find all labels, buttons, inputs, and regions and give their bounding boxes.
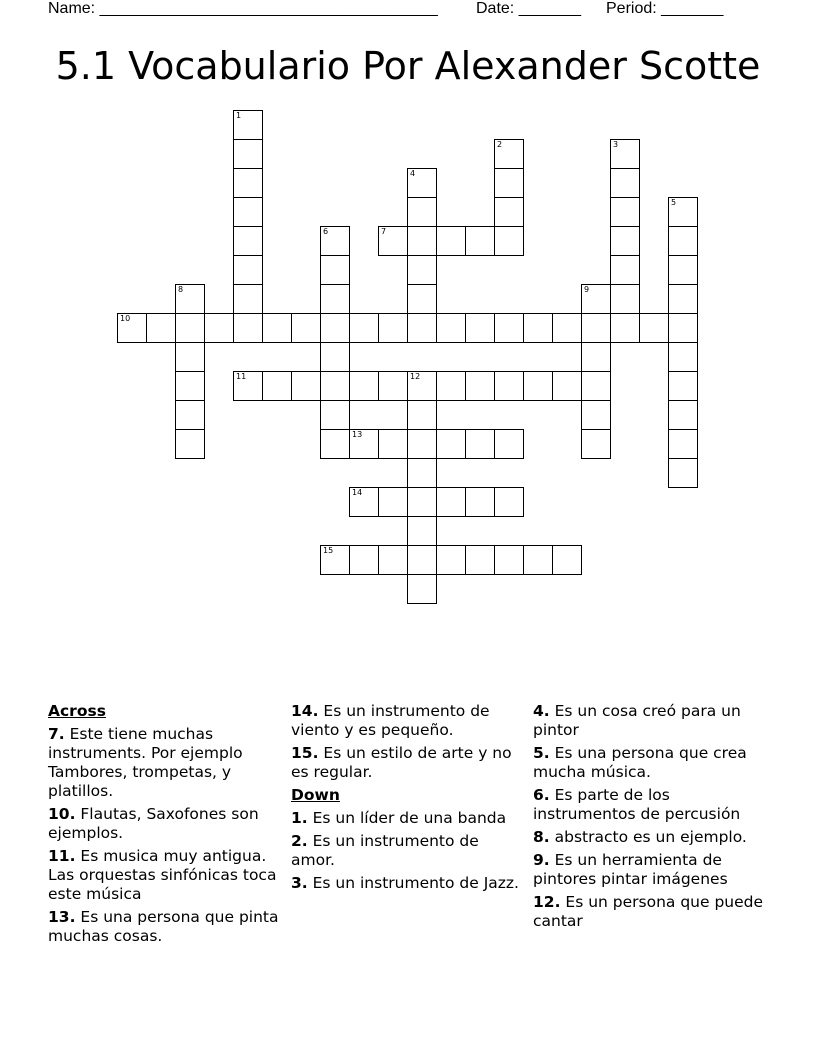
crossword-cell[interactable]	[320, 342, 350, 372]
clue-item-number: 13.	[48, 908, 76, 926]
clue-item	[533, 893, 769, 931]
crossword-cell[interactable]	[581, 284, 611, 314]
crossword-cell[interactable]	[581, 371, 611, 401]
crossword-cell[interactable]	[233, 197, 263, 227]
clue-number: 8	[178, 285, 184, 294]
clue-number: 6	[323, 227, 329, 236]
crossword-cell[interactable]	[175, 313, 205, 343]
crossword-cell[interactable]	[349, 313, 379, 343]
clue-number: 9	[584, 285, 590, 294]
crossword-cell[interactable]	[494, 371, 524, 401]
clue-item-text: Es un líder de una banda	[307, 809, 507, 827]
crossword-cell[interactable]	[581, 400, 611, 430]
clue-item	[291, 874, 523, 893]
clue-item-number: 11.	[48, 847, 76, 865]
crossword-cell[interactable]	[233, 168, 263, 198]
clue-item	[533, 744, 769, 782]
crossword-cell[interactable]	[320, 545, 350, 575]
clue-number: 3	[613, 140, 619, 149]
clue-item-number: 12.	[533, 893, 561, 911]
crossword-cell[interactable]	[320, 400, 350, 430]
crossword-cell[interactable]	[494, 197, 524, 227]
crossword-cell[interactable]	[175, 371, 205, 401]
crossword-cell[interactable]	[407, 197, 437, 227]
crossword-cell[interactable]	[436, 545, 466, 575]
crossword-cell[interactable]	[610, 197, 640, 227]
crossword-cell[interactable]	[320, 429, 350, 459]
clues-column-2	[291, 702, 523, 897]
clue-number: 2	[497, 140, 503, 149]
clue-item-text: Es parte de los instrumentos de percusión	[533, 786, 741, 823]
crossword-cell[interactable]	[407, 168, 437, 198]
clue-item	[291, 702, 523, 740]
crossword-cell[interactable]	[407, 313, 437, 343]
crossword-cell[interactable]	[668, 371, 698, 401]
clue-item-text: Flautas, Saxofones son ejemplos.	[48, 805, 259, 842]
clue-number: 1	[236, 111, 242, 120]
crossword-cell[interactable]	[523, 313, 553, 343]
crossword-cell[interactable]	[262, 371, 292, 401]
clue-item	[48, 805, 284, 843]
crossword-cell[interactable]	[668, 284, 698, 314]
crossword-cell[interactable]	[465, 545, 495, 575]
crossword-cell[interactable]	[378, 226, 408, 256]
crossword-cell[interactable]	[407, 458, 437, 488]
clue-item-text: Es un estilo de arte y no es regular.	[291, 744, 512, 781]
clue-number: 15	[323, 546, 334, 555]
crossword-cell[interactable]	[494, 545, 524, 575]
clue-item-number: 5.	[533, 744, 550, 762]
clue-number: 4	[410, 169, 416, 178]
crossword-cell[interactable]	[581, 429, 611, 459]
crossword-cell[interactable]	[581, 313, 611, 343]
clue-item-number: 1.	[291, 809, 308, 827]
clue-number: 11	[236, 372, 247, 381]
crossword-cell[interactable]	[262, 313, 292, 343]
clue-number: 5	[671, 198, 677, 207]
clue-item-text: Es un cosa creó para un pintor	[533, 702, 741, 739]
clue-item-text: Este tiene muchas instruments. Por ejemplo Tambores, trompetas, y platillos.	[48, 725, 243, 800]
crossword-cell[interactable]	[378, 313, 408, 343]
clue-item-text: Es musica muy antigua. Las orquestas sinfónicas toca este música	[48, 847, 277, 903]
crossword-cell[interactable]	[233, 371, 263, 401]
clues-column-3	[533, 702, 769, 935]
crossword-cell[interactable]	[552, 313, 582, 343]
clue-item	[48, 847, 284, 904]
crossword-cell[interactable]	[378, 429, 408, 459]
crossword-cell[interactable]	[378, 371, 408, 401]
crossword-cell[interactable]	[407, 516, 437, 546]
clue-item-number: 8.	[533, 828, 550, 846]
crossword-cell[interactable]	[610, 168, 640, 198]
crossword-cell[interactable]	[407, 255, 437, 285]
name-field[interactable]: Name: ______________________________________	[48, 0, 438, 17]
clue-item	[533, 851, 769, 889]
crossword-cell[interactable]	[320, 255, 350, 285]
clue-number: 10	[120, 314, 131, 323]
crossword-cell[interactable]	[407, 284, 437, 314]
crossword-cell[interactable]	[378, 487, 408, 517]
crossword-cell[interactable]	[349, 429, 379, 459]
crossword-cell[interactable]	[320, 284, 350, 314]
crossword-cell[interactable]	[320, 226, 350, 256]
crossword-cell[interactable]	[233, 313, 263, 343]
clue-item	[291, 744, 523, 782]
crossword-cell[interactable]	[494, 313, 524, 343]
clue-item	[291, 832, 523, 870]
crossword-cell[interactable]	[291, 371, 321, 401]
crossword-cell[interactable]	[494, 226, 524, 256]
crossword-cell[interactable]	[407, 545, 437, 575]
crossword-cell[interactable]	[610, 226, 640, 256]
date-field[interactable]: Date: _______	[476, 0, 581, 17]
crossword-cell[interactable]	[668, 458, 698, 488]
crossword-cell[interactable]	[407, 574, 437, 604]
clue-item-text: abstracto es un ejemplo.	[549, 828, 747, 846]
crossword-cell[interactable]	[436, 226, 466, 256]
crossword-cell[interactable]	[465, 226, 495, 256]
crossword-cell[interactable]	[494, 139, 524, 169]
clue-item-number: 15.	[291, 744, 319, 762]
crossword-cell[interactable]	[407, 400, 437, 430]
crossword-cell[interactable]	[436, 313, 466, 343]
crossword-cell[interactable]	[175, 342, 205, 372]
crossword-cell[interactable]	[668, 400, 698, 430]
clues-column-1	[48, 702, 284, 950]
clue-item-number: 9.	[533, 851, 550, 869]
clue-number: 7	[381, 227, 387, 236]
crossword-cell[interactable]	[610, 313, 640, 343]
clue-item	[533, 786, 769, 824]
crossword-cell[interactable]	[175, 284, 205, 314]
crossword-cell[interactable]	[349, 545, 379, 575]
crossword-cell[interactable]	[233, 110, 263, 140]
clue-number: 14	[352, 488, 363, 497]
clue-item-text: Es un persona que puede cantar	[533, 893, 764, 930]
crossword-cell[interactable]	[581, 342, 611, 372]
crossword-cell[interactable]	[494, 168, 524, 198]
clue-item-text: Es una persona que crea mucha música.	[533, 744, 747, 781]
crossword-cell[interactable]	[465, 313, 495, 343]
crossword-cell[interactable]	[407, 371, 437, 401]
clue-item	[48, 725, 284, 801]
crossword-cell[interactable]	[349, 487, 379, 517]
crossword-cell[interactable]	[610, 139, 640, 169]
crossword-cell[interactable]	[639, 313, 669, 343]
down-heading: Down	[291, 786, 340, 804]
crossword-cell[interactable]	[436, 371, 466, 401]
crossword-cell[interactable]	[552, 545, 582, 575]
crossword-cell[interactable]	[610, 284, 640, 314]
clue-item-number: 7.	[48, 725, 65, 743]
crossword-cell[interactable]	[407, 487, 437, 517]
crossword-cell[interactable]	[407, 226, 437, 256]
crossword-cell[interactable]	[494, 429, 524, 459]
period-field[interactable]: Period: _______	[606, 0, 724, 17]
clue-item-number: 4.	[533, 702, 550, 720]
clue-number: 12	[410, 372, 421, 381]
crossword-cell[interactable]	[668, 313, 698, 343]
clue-item	[533, 828, 769, 847]
crossword-cell[interactable]	[233, 284, 263, 314]
crossword-cell[interactable]	[378, 545, 408, 575]
clue-item-text: Es un instrumento de Jazz.	[307, 874, 519, 892]
crossword-cell[interactable]	[407, 429, 437, 459]
crossword-cell[interactable]	[465, 371, 495, 401]
clue-item-number: 10.	[48, 805, 76, 823]
crossword-cell[interactable]	[668, 255, 698, 285]
clue-item-text: Es un instrumento de amor.	[291, 832, 479, 869]
crossword-cell[interactable]	[523, 371, 553, 401]
crossword-cell[interactable]	[668, 197, 698, 227]
crossword-cell[interactable]	[494, 487, 524, 517]
crossword-cell[interactable]	[436, 487, 466, 517]
crossword-cell[interactable]	[610, 255, 640, 285]
crossword-cell[interactable]	[668, 429, 698, 459]
crossword-cell[interactable]	[233, 139, 263, 169]
across-heading: Across	[48, 702, 106, 720]
crossword-cell[interactable]	[552, 371, 582, 401]
clue-number: 13	[352, 430, 363, 439]
crossword-cell[interactable]	[146, 313, 176, 343]
crossword-cell[interactable]	[320, 313, 350, 343]
crossword-cell[interactable]	[465, 487, 495, 517]
clue-item-text: Es un herramienta de pintores pintar imágenes	[533, 851, 728, 888]
crossword-cell[interactable]	[233, 226, 263, 256]
crossword-cell[interactable]	[436, 429, 466, 459]
crossword-cell[interactable]	[465, 429, 495, 459]
crossword-cell[interactable]	[668, 226, 698, 256]
clue-item-number: 6.	[533, 786, 550, 804]
crossword-cell[interactable]	[175, 429, 205, 459]
clue-item-text: Es un instrumento de viento y es pequeño.	[291, 702, 490, 739]
clue-item	[48, 908, 284, 946]
clue-item-number: 14.	[291, 702, 319, 720]
crossword-cell[interactable]	[233, 255, 263, 285]
clue-item	[533, 702, 769, 740]
crossword-cell[interactable]	[668, 342, 698, 372]
crossword-cell[interactable]	[291, 313, 321, 343]
crossword-cell[interactable]	[175, 400, 205, 430]
clue-item-number: 3.	[291, 874, 308, 892]
clue-item	[291, 809, 523, 828]
crossword-cell[interactable]	[204, 313, 234, 343]
page-title: 5.1 Vocabulario Por Alexander Scotte	[55, 44, 761, 88]
crossword-cell[interactable]	[523, 545, 553, 575]
clue-item-number: 2.	[291, 832, 308, 850]
clue-item-text: Es una persona que pinta muchas cosas.	[48, 908, 279, 945]
crossword-cell[interactable]	[320, 371, 350, 401]
crossword-cell[interactable]	[349, 371, 379, 401]
crossword-cell[interactable]	[117, 313, 147, 343]
